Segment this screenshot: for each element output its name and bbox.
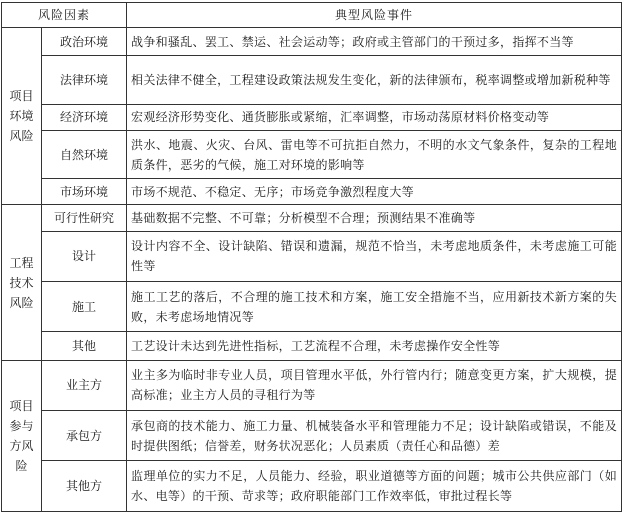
table-row [2,411,622,461]
table-row [2,360,622,410]
event-text: 业主多为临时非专业人员，项目管理水平低，外行管内行；随意变更方案，扩大规模，提高标准；业主方人员的寻租行为等 [127,360,622,410]
factor-name: 法律环境 [42,56,127,104]
factor-name: 经济环境 [42,104,127,130]
factor-name: 其他 [42,332,127,360]
event-text: 承包商的技术能力、施工力量、机械装备水平和管理能力不足；设计缺陷或错误，不能及时提供图纸；信誉差，财务状况恶化；人员素质（责任心和品德）差 [127,411,622,461]
factor-name: 施工 [42,282,127,332]
event-text: 洪水、地震、火灾、台风、雷电等不可抗拒自然力，不明的水文气象条件，复杂的工程地质条件，恶劣的气候，施工对环境的影响等 [127,130,622,178]
factor-name: 市场环境 [42,179,127,205]
event-text: 工艺设计未达到先进性指标，工艺流程不合理，未考虑操作安全性等 [127,332,622,360]
table-row [2,104,622,130]
event-text: 基础数据不完整、不可靠；分析模型不合理；预测结果不准确等 [127,205,622,231]
event-text: 施工工艺的落后，不合理的施工技术和方案，施工安全措施不当，应用新技术新方案的失败，未考虑场地情况等 [127,282,622,332]
table-row [2,205,622,231]
category-label-technical: 工程 技术 风险 [2,205,42,360]
factor-name: 可行性研究 [42,205,127,231]
event-text: 监理单位的实力不足，人员能力、经验，职业道德等方面的问题；城市公共供应部门（如水、电等）的干预、苛求等；政府职能部门工作效率低，审批过程长等 [127,461,622,512]
factor-name: 自然环境 [42,130,127,178]
header-row [2,3,622,28]
category-label-environment: 项目 环境 风险 [2,28,42,205]
table-row [2,332,622,360]
table-row [2,56,622,104]
header-event: 典型风险事件 [127,3,622,28]
factor-name: 其他方 [42,461,127,512]
risk-table [1,2,622,512]
event-text: 战争和骚乱、罢工、禁运、社会运动等；政府或主管部门的干预过多，指挥不当等 [127,28,622,56]
event-text: 相关法律不健全，工程建设政策法规发生变化，新的法律颁布，税率调整或增加新税种等 [127,56,622,104]
factor-name: 承包方 [42,411,127,461]
table-row [2,282,622,332]
table-row [2,130,622,178]
factor-name: 设计 [42,231,127,281]
table-row [2,179,622,205]
factor-name: 业主方 [42,360,127,410]
event-text: 宏观经济形势变化、通货膨胀或紧缩，汇率调整，市场动荡原材料价格变动等 [127,104,622,130]
event-text: 设计内容不全、设计缺陷、错误和遗漏，规范不恰当，未考虑地质条件，未考虑施工可能性等 [127,231,622,281]
table-row [2,231,622,281]
header-factor: 风险因素 [2,3,127,28]
table-row [2,461,622,512]
event-text: 市场不规范、不稳定、无序；市场竞争激烈程度大等 [127,179,622,205]
category-label-participants: 项目 参与 方风 险 [2,360,42,511]
table-row [2,28,622,56]
factor-name: 政治环境 [42,28,127,56]
